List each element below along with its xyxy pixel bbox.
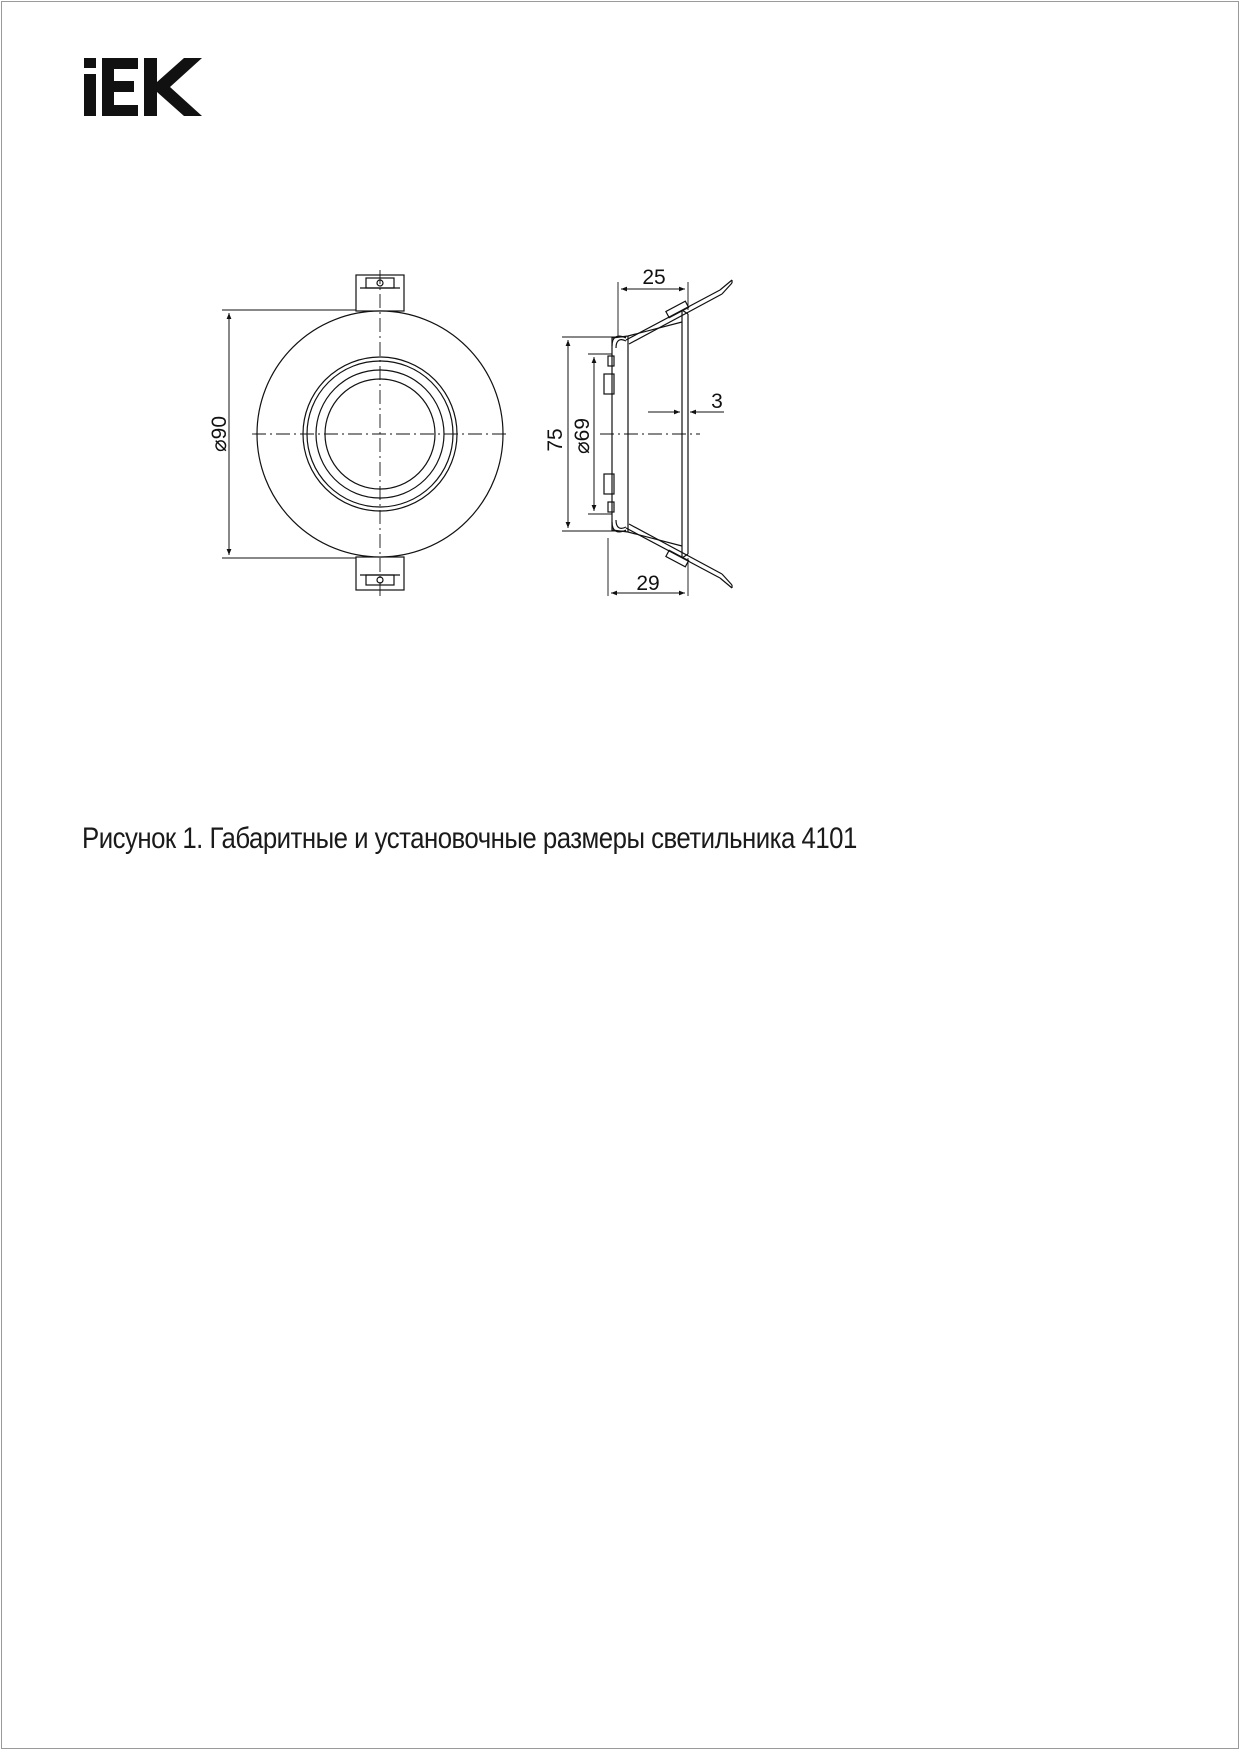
dim-height-75: 75 xyxy=(544,428,567,452)
dim-bottom-width: 29 xyxy=(636,572,660,595)
technical-drawing xyxy=(0,0,1242,700)
dim-cutout-diameter: ⌀69 xyxy=(571,417,594,455)
dim-flange-thickness: 3 xyxy=(711,390,723,413)
dim-outer-diameter: ⌀90 xyxy=(208,415,231,453)
dim-top-width: 25 xyxy=(642,266,666,289)
front-view xyxy=(222,270,508,598)
figure-caption: Рисунок 1. Габаритные и установочные размеры светильника 4101 xyxy=(82,822,857,855)
